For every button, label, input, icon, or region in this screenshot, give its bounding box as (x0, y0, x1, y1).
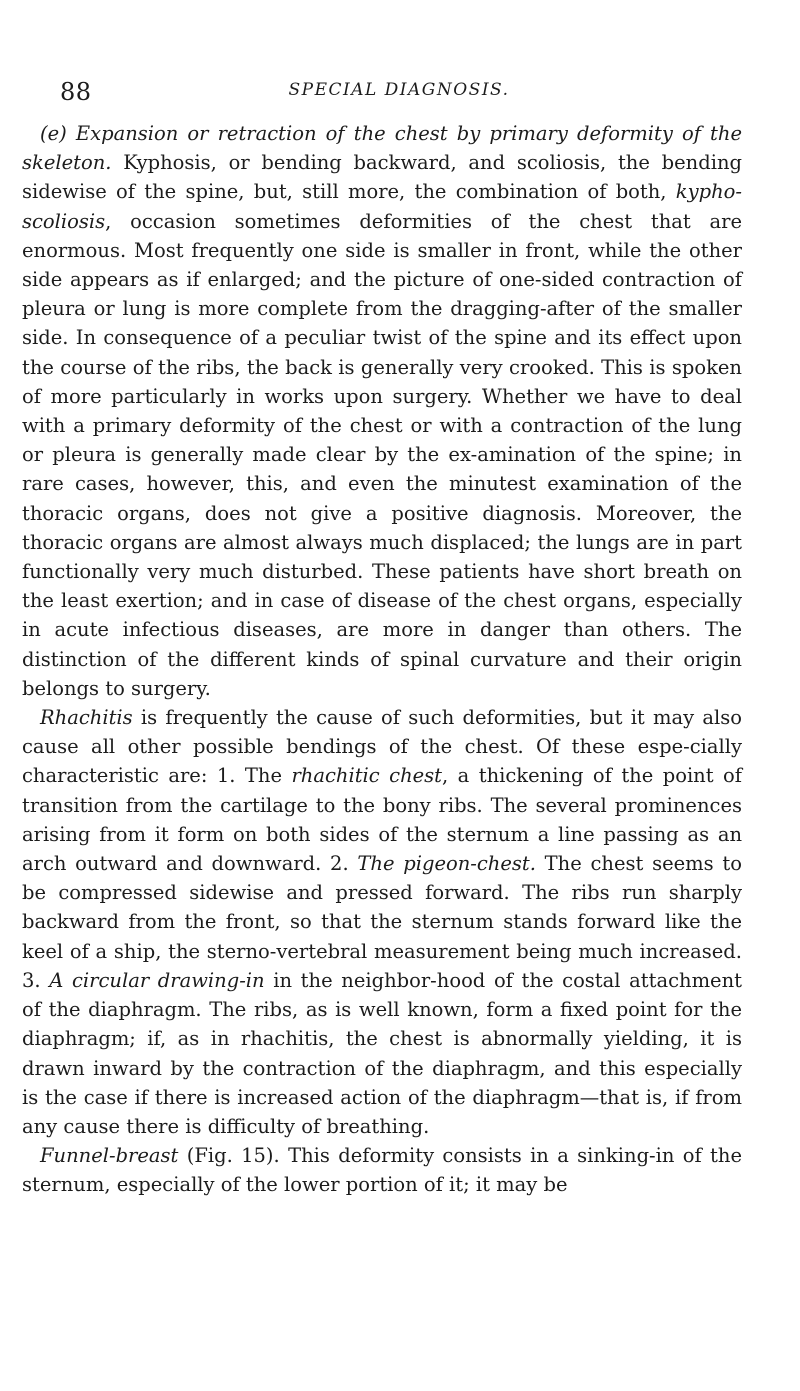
paragraph-text: (Fig. 15). This deformity consists in a sinking-in of the sternum, especially of the lower portion of it; it may be (22, 1144, 742, 1197)
body-text (22, 119, 742, 1200)
page-number: 88 (60, 78, 92, 106)
paragraph-text: is frequently the cause of such deformities, but it may also cause all other possible bendings of the chest. Of these espe-cially characteristic are: 1. The (22, 706, 742, 788)
term-rhachitis: Rhachitis (40, 706, 133, 730)
paragraph-text: in the neighbor-hood of the costal attachment of the diaphragm. The ribs, as is well known, form a fixed point for the diaphragm; if, as in rhachitis, the chest is abnormally yielding, it is drawn inward by the contraction of the diaphragm, and this especially is the case if there is increased action of the diaphragm—that is, if from any cause there is difficulty of breathing. (22, 968, 742, 1138)
paragraph-text: , a thickening of the point of transition from the cartilage to the bony ribs. The several prominences arising from it form on both sides of the sternum a line passing as an arch outward and downward. 2. (22, 764, 742, 876)
paragraph-text: , occasion sometimes deformities of the chest that are enormous. Most frequently one side is smaller in front, while the other side appears as if enlarged; and the picture of one-sided contraction of pleura or lung is more complete from the dragging-after of the smaller side. In consequence of a peculiar twist of the spine and its effect upon the course of the ribs, the back is generally very crooked. This is spoken of more particularly in works upon surgery. Whether we have to deal with a primary deformity of the chest or with a contraction of the lung or pleura is generally made clear by the ex-amination of the spine; in rare cases, however, this, and even the minutest examination of the thoracic organs, does not give a positive diagnosis. Moreover, the thoracic organs are almost always much displaced; the lungs are in part functionally very much disturbed. These patients have short breath on the least exertion; and in case of disease of the chest organs, especially in acute infectious diseases, are more in danger than others. The distinction of the different kinds of spinal curvature and their origin belongs to surgery. (22, 209, 742, 700)
book-page (28, 0, 770, 118)
term-pigeon-chest: The pigeon-chest. (357, 852, 536, 876)
paragraph-text: The chest seems to be compressed sidewise and pressed forward. The ribs run sharply backward from the front, so that the sternum stands forward like the keel of a ship, the sterno-vertebral measurement being much increased. 3. (22, 852, 742, 992)
term-rhachitic-chest: rhachitic chest (291, 764, 443, 788)
term-funnel-breast: Funnel-breast (40, 1144, 179, 1168)
term-circular-drawing-in: A circular drawing-in (49, 968, 265, 992)
section-heading-expansion: (e) Expansion or retraction of the chest by primary deformity of the skeleton. (22, 122, 742, 175)
paragraph-funnel-breast (22, 1141, 742, 1199)
running-title: SPECIAL DIAGNOSIS. (288, 80, 510, 100)
paragraph-rhachitis (22, 703, 742, 1141)
paragraph-text: Kyphosis, or bending backward, and scoliosis, the bending sidewise of the spine, but, still more, the combination of both, (22, 151, 742, 204)
running-head (28, 78, 770, 118)
term-kypho-scoliosis: kypho-scoliosis (22, 180, 742, 233)
paragraph-expansion (22, 119, 742, 703)
